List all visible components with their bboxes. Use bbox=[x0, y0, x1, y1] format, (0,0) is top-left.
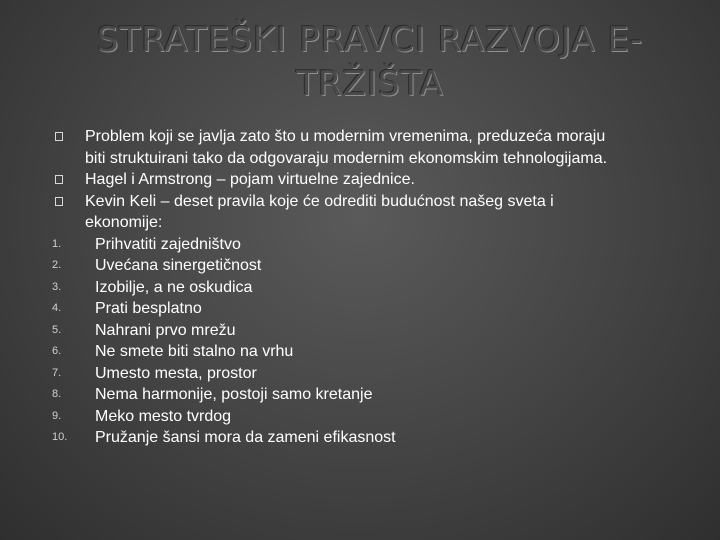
item-number: 3. bbox=[52, 280, 62, 293]
item-text: Uvećana sinergetičnost bbox=[95, 257, 262, 274]
item-number: 8. bbox=[52, 388, 62, 400]
item-text: Prati besplatno bbox=[95, 300, 202, 317]
bullet-text: Kevin Keli – deset pravila koje će odrediti budućnost našeg sveta i bbox=[85, 192, 554, 210]
bullet-item-continuation bbox=[0, 148, 720, 170]
item-number: 1. bbox=[52, 237, 62, 250]
numbered-item bbox=[0, 406, 720, 428]
numbered-item bbox=[0, 255, 720, 277]
bullet-item bbox=[0, 169, 720, 191]
item-number: 2. bbox=[52, 259, 62, 271]
bullet-item bbox=[0, 126, 720, 148]
bullet-text: Problem koji se javlja zato što u modernim vremenima, preduzeća moraju bbox=[85, 128, 606, 145]
item-number: 10. bbox=[52, 431, 68, 443]
numbered-item bbox=[0, 427, 720, 449]
item-text: Prihvatiti zajedništvo bbox=[95, 235, 241, 253]
item-number: 6. bbox=[52, 345, 62, 357]
item-text: Nema harmonije, postoji samo kretanje bbox=[95, 386, 373, 403]
item-number: 7. bbox=[52, 366, 62, 379]
numbered-item bbox=[0, 234, 720, 256]
item-text: Meko mesto tvrdog bbox=[95, 407, 232, 425]
numbered-item bbox=[0, 320, 720, 342]
square-bullet-icon bbox=[55, 132, 63, 141]
slide-content bbox=[0, 126, 720, 449]
bullet-text: biti struktuirani tako da odgovaraju modernim ekonomskim tehnologijama. bbox=[85, 149, 608, 167]
bullet-item-continuation bbox=[0, 212, 720, 234]
item-number: 4. bbox=[52, 302, 62, 314]
numbered-item bbox=[0, 298, 720, 320]
numbered-item bbox=[0, 363, 720, 385]
item-text: Ne smete biti stalno na vrhu bbox=[95, 343, 294, 360]
item-number: 5. bbox=[52, 323, 62, 336]
item-number: 9. bbox=[52, 409, 62, 422]
bullet-item bbox=[0, 191, 720, 213]
numbered-item bbox=[0, 277, 720, 299]
square-bullet-icon bbox=[55, 197, 63, 206]
numbered-item bbox=[0, 384, 720, 406]
slide-title bbox=[70, 18, 670, 106]
item-text: Izobilje, a ne oskudica bbox=[95, 278, 253, 296]
title-line-1: STRATEŠKI PRAVCI RAZVOJA E- bbox=[96, 20, 644, 60]
numbered-item bbox=[0, 341, 720, 363]
title-line-2: TRŽIŠTA bbox=[296, 64, 444, 104]
bullet-text: Hagel i Armstrong – pojam virtuelne zajednice. bbox=[85, 171, 415, 188]
item-text: Umesto mesta, prostor bbox=[95, 364, 257, 382]
item-text: Nahrani prvo mrežu bbox=[95, 321, 236, 339]
bullet-text: ekonomije: bbox=[85, 214, 163, 231]
item-text: Pružanje šansi mora da zameni efikasnost bbox=[95, 429, 396, 446]
square-bullet-icon bbox=[55, 175, 63, 184]
